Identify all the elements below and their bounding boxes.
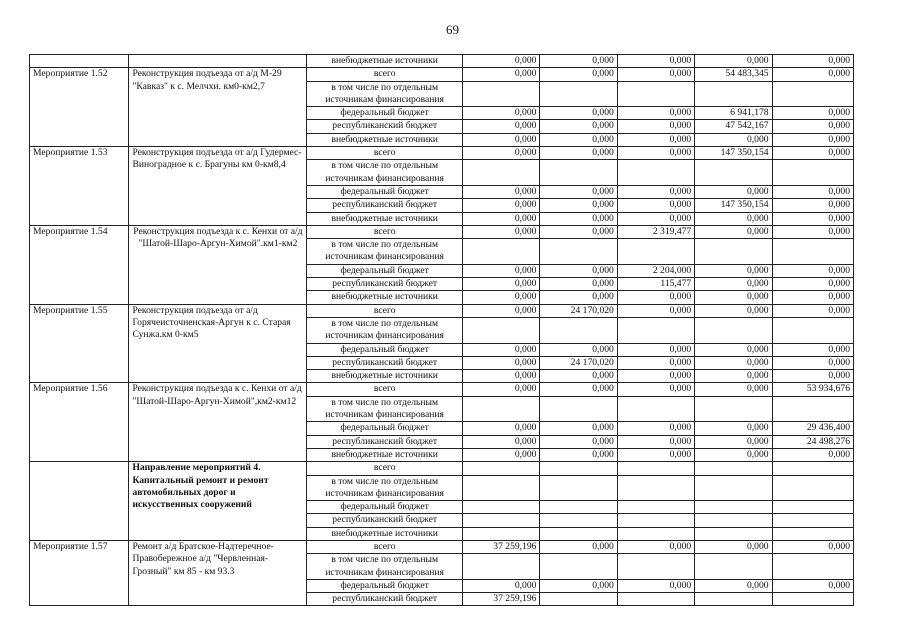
value-cell-year-4: 6 941,178 <box>695 107 772 120</box>
value-cell-year-2: 0,000 <box>540 540 617 553</box>
measure-id-cell: Мероприятие 1.53 <box>30 147 129 226</box>
value-cell-year-4: 0,000 <box>695 185 772 198</box>
value-cell-year-3 <box>617 239 694 265</box>
value-cell-year-4 <box>695 554 772 580</box>
value-cell-year-2: 0,000 <box>540 199 617 212</box>
value-cell-year-5 <box>772 396 853 422</box>
funding-source-cell: внебюджетные источники <box>307 370 463 383</box>
table-row <box>30 304 854 317</box>
funding-source-cell: в том числе по отдельным источникам финансирования <box>307 554 463 580</box>
value-cell-year-2 <box>540 317 617 343</box>
value-cell-year-5 <box>772 160 853 186</box>
table-row <box>30 462 854 475</box>
value-cell-year-4: 0,000 <box>695 383 772 396</box>
value-cell-year-4 <box>695 81 772 107</box>
table-row <box>30 55 854 68</box>
funding-source-cell: федеральный бюджет <box>307 264 463 277</box>
funding-source-cell: в том числе по отдельным источникам финансирования <box>307 396 463 422</box>
value-cell-year-1: 0,000 <box>463 356 540 369</box>
value-cell-year-4 <box>695 396 772 422</box>
measure-id-cell: Мероприятие 1.52 <box>30 68 129 147</box>
value-cell-year-2: 0,000 <box>540 579 617 592</box>
value-cell-year-1 <box>463 514 540 527</box>
value-cell-year-1: 37 259,196 <box>463 540 540 553</box>
value-cell-year-2: 0,000 <box>540 225 617 238</box>
value-cell-year-1: 0,000 <box>463 68 540 81</box>
value-cell-year-2 <box>540 475 617 501</box>
value-cell-year-2 <box>540 501 617 514</box>
value-cell-year-5: 53 934,676 <box>772 383 853 396</box>
funding-source-cell: федеральный бюджет <box>307 501 463 514</box>
value-cell-year-5 <box>772 554 853 580</box>
value-cell-year-2: 0,000 <box>540 68 617 81</box>
value-cell-year-3: 0,000 <box>617 133 694 146</box>
value-cell-year-1 <box>463 527 540 540</box>
funding-source-cell: в том числе по отдельным источникам финансирования <box>307 81 463 107</box>
value-cell-year-2: 0,000 <box>540 383 617 396</box>
measure-id-cell: Мероприятие 1.56 <box>30 383 129 462</box>
measure-name-cell: Реконструкция подъезда от а/д М-29 "Кавказ" к с. Мелчхи. км0-км2,7 <box>129 68 307 147</box>
value-cell-year-2: 0,000 <box>540 278 617 291</box>
value-cell-year-4 <box>695 475 772 501</box>
value-cell-year-5: 0,000 <box>772 291 853 304</box>
value-cell-year-4: 0,000 <box>695 278 772 291</box>
funding-table-body <box>30 55 854 606</box>
value-cell-year-2: 0,000 <box>540 448 617 461</box>
value-cell-year-1: 0,000 <box>463 55 540 68</box>
value-cell-year-3: 0,000 <box>617 383 694 396</box>
funding-source-cell: внебюджетные источники <box>307 55 463 68</box>
value-cell-year-5 <box>772 239 853 265</box>
value-cell-year-4: 0,000 <box>695 579 772 592</box>
funding-source-cell: федеральный бюджет <box>307 579 463 592</box>
value-cell-year-4: 0,000 <box>695 304 772 317</box>
value-cell-year-2: 0,000 <box>540 435 617 448</box>
value-cell-year-2 <box>540 239 617 265</box>
value-cell-year-3: 115,477 <box>617 278 694 291</box>
value-cell-year-4 <box>695 527 772 540</box>
value-cell-year-4: 0,000 <box>695 370 772 383</box>
value-cell-year-4: 47 542,167 <box>695 120 772 133</box>
measure-name-cell: Реконструкция подъезда от а/д Горячеисточненская-Аргун к с. Старая Сунжа.км 0-км5 <box>129 304 307 383</box>
value-cell-year-1: 0,000 <box>463 343 540 356</box>
measure-id-cell <box>30 55 129 68</box>
funding-source-cell: всего <box>307 147 463 160</box>
value-cell-year-3 <box>617 554 694 580</box>
value-cell-year-2 <box>540 554 617 580</box>
funding-source-cell: внебюджетные источники <box>307 212 463 225</box>
value-cell-year-4: 0,000 <box>695 343 772 356</box>
measure-name-cell: Реконструкция подъезда от а/д Гудермес-Виноградное к с. Брагуны км 0-км8,4 <box>129 147 307 226</box>
value-cell-year-5 <box>772 593 853 606</box>
value-cell-year-5 <box>772 475 853 501</box>
value-cell-year-1: 0,000 <box>463 225 540 238</box>
funding-source-cell: всего <box>307 304 463 317</box>
value-cell-year-1: 0,000 <box>463 383 540 396</box>
funding-source-cell: республиканский бюджет <box>307 356 463 369</box>
value-cell-year-4: 147 350,154 <box>695 147 772 160</box>
value-cell-year-3 <box>617 462 694 475</box>
value-cell-year-3 <box>617 396 694 422</box>
funding-source-cell: всего <box>307 68 463 81</box>
value-cell-year-1: 37 259,196 <box>463 593 540 606</box>
value-cell-year-1: 0,000 <box>463 448 540 461</box>
value-cell-year-3 <box>617 475 694 501</box>
value-cell-year-3: 0,000 <box>617 68 694 81</box>
value-cell-year-5: 29 436,400 <box>772 422 853 435</box>
value-cell-year-2: 0,000 <box>540 185 617 198</box>
funding-source-cell: в том числе по отдельным источникам финансирования <box>307 317 463 343</box>
value-cell-year-2: 24 170,020 <box>540 356 617 369</box>
value-cell-year-5: 0,000 <box>772 68 853 81</box>
funding-source-cell: федеральный бюджет <box>307 343 463 356</box>
value-cell-year-3 <box>617 501 694 514</box>
value-cell-year-4 <box>695 593 772 606</box>
value-cell-year-1 <box>463 239 540 265</box>
value-cell-year-4: 0,000 <box>695 540 772 553</box>
value-cell-year-1: 0,000 <box>463 370 540 383</box>
measure-id-cell: Мероприятие 1.57 <box>30 540 129 605</box>
value-cell-year-2: 0,000 <box>540 264 617 277</box>
value-cell-year-3 <box>617 81 694 107</box>
value-cell-year-3 <box>617 514 694 527</box>
measure-id-cell: Мероприятие 1.55 <box>30 304 129 383</box>
value-cell-year-1: 0,000 <box>463 435 540 448</box>
value-cell-year-5: 0,000 <box>772 185 853 198</box>
measure-name-cell: Реконструкция подъезда к с. Кенхи от а/д "Шатой-Шаро-Аргун-Химой".км1-км2 <box>129 225 307 304</box>
funding-source-cell: всего <box>307 225 463 238</box>
value-cell-year-3 <box>617 317 694 343</box>
value-cell-year-1 <box>463 396 540 422</box>
value-cell-year-5: 0,000 <box>772 225 853 238</box>
table-row <box>30 383 854 396</box>
value-cell-year-4: 0,000 <box>695 291 772 304</box>
measure-name-cell: Направление мероприятий 4. Капитальный ремонт и ремонт автомобильных дорог и искусственных сооружений <box>129 462 307 541</box>
funding-source-cell: федеральный бюджет <box>307 107 463 120</box>
value-cell-year-4: 0,000 <box>695 133 772 146</box>
measure-id-cell: Мероприятие 1.54 <box>30 225 129 304</box>
value-cell-year-3 <box>617 527 694 540</box>
funding-source-cell: в том числе по отдельным источникам финансирования <box>307 160 463 186</box>
value-cell-year-1: 0,000 <box>463 199 540 212</box>
value-cell-year-5: 0,000 <box>772 55 853 68</box>
value-cell-year-2 <box>540 514 617 527</box>
measure-name-cell: Реконструкция подъезда к с. Кенхи от а/д "Шатой-Шаро-Аргун-Химой",км2-км12 <box>129 383 307 462</box>
value-cell-year-2: 0,000 <box>540 147 617 160</box>
value-cell-year-5 <box>772 81 853 107</box>
page-number: 69 <box>446 22 459 37</box>
value-cell-year-1: 0,000 <box>463 264 540 277</box>
value-cell-year-1 <box>463 160 540 186</box>
value-cell-year-5: 0,000 <box>772 147 853 160</box>
funding-source-cell: республиканский бюджет <box>307 199 463 212</box>
value-cell-year-5 <box>772 527 853 540</box>
value-cell-year-4: 147 350,154 <box>695 199 772 212</box>
value-cell-year-5: 0,000 <box>772 107 853 120</box>
value-cell-year-2: 0,000 <box>540 120 617 133</box>
value-cell-year-1 <box>463 317 540 343</box>
value-cell-year-3: 0,000 <box>617 120 694 133</box>
value-cell-year-2 <box>540 462 617 475</box>
value-cell-year-5 <box>772 514 853 527</box>
value-cell-year-4: 0,000 <box>695 55 772 68</box>
value-cell-year-5: 0,000 <box>772 448 853 461</box>
value-cell-year-5: 0,000 <box>772 264 853 277</box>
value-cell-year-3 <box>617 160 694 186</box>
value-cell-year-1: 0,000 <box>463 107 540 120</box>
funding-source-cell: всего <box>307 383 463 396</box>
value-cell-year-3: 0,000 <box>617 185 694 198</box>
value-cell-year-3: 0,000 <box>617 540 694 553</box>
value-cell-year-2: 24 170,020 <box>540 304 617 317</box>
table-row <box>30 68 854 81</box>
funding-source-cell: республиканский бюджет <box>307 514 463 527</box>
value-cell-year-4: 0,000 <box>695 225 772 238</box>
measure-id-cell <box>30 462 129 541</box>
value-cell-year-2: 0,000 <box>540 422 617 435</box>
value-cell-year-5: 0,000 <box>772 199 853 212</box>
value-cell-year-4: 0,000 <box>695 264 772 277</box>
value-cell-year-3: 2 204,000 <box>617 264 694 277</box>
funding-source-cell: в том числе по отдельным источникам финансирования <box>307 239 463 265</box>
value-cell-year-1: 0,000 <box>463 278 540 291</box>
value-cell-year-3: 0,000 <box>617 199 694 212</box>
value-cell-year-4: 0,000 <box>695 356 772 369</box>
funding-source-cell: всего <box>307 462 463 475</box>
value-cell-year-2 <box>540 81 617 107</box>
value-cell-year-1: 0,000 <box>463 304 540 317</box>
funding-source-cell: республиканский бюджет <box>307 593 463 606</box>
value-cell-year-3: 0,000 <box>617 422 694 435</box>
value-cell-year-1 <box>463 475 540 501</box>
value-cell-year-5 <box>772 462 853 475</box>
table-row <box>30 147 854 160</box>
value-cell-year-5 <box>772 317 853 343</box>
value-cell-year-1 <box>463 554 540 580</box>
value-cell-year-3 <box>617 593 694 606</box>
value-cell-year-2 <box>540 527 617 540</box>
value-cell-year-3: 0,000 <box>617 435 694 448</box>
value-cell-year-3: 2 319,477 <box>617 225 694 238</box>
value-cell-year-5: 0,000 <box>772 579 853 592</box>
value-cell-year-1: 0,000 <box>463 212 540 225</box>
value-cell-year-4 <box>695 160 772 186</box>
funding-source-cell: федеральный бюджет <box>307 422 463 435</box>
value-cell-year-3: 0,000 <box>617 343 694 356</box>
value-cell-year-2: 0,000 <box>540 133 617 146</box>
table-row <box>30 540 854 553</box>
value-cell-year-5: 0,000 <box>772 120 853 133</box>
value-cell-year-1 <box>463 501 540 514</box>
funding-table <box>29 54 854 606</box>
value-cell-year-1: 0,000 <box>463 579 540 592</box>
value-cell-year-4: 54 483,345 <box>695 68 772 81</box>
value-cell-year-2 <box>540 396 617 422</box>
value-cell-year-5: 24 498,276 <box>772 435 853 448</box>
value-cell-year-1 <box>463 462 540 475</box>
value-cell-year-4 <box>695 239 772 265</box>
value-cell-year-4: 0,000 <box>695 448 772 461</box>
value-cell-year-2: 0,000 <box>540 55 617 68</box>
value-cell-year-3: 0,000 <box>617 291 694 304</box>
funding-source-cell: в том числе по отдельным источникам финансирования <box>307 475 463 501</box>
value-cell-year-5 <box>772 501 853 514</box>
value-cell-year-1: 0,000 <box>463 147 540 160</box>
value-cell-year-1: 0,000 <box>463 133 540 146</box>
value-cell-year-4 <box>695 501 772 514</box>
measure-name-cell: Ремонт а/д Братское-Надтеречное-Правобережное а/д "Червленная-Грозный" км 85 - км 93.3 <box>129 540 307 605</box>
value-cell-year-3: 0,000 <box>617 304 694 317</box>
value-cell-year-4: 0,000 <box>695 212 772 225</box>
measure-name-cell <box>129 55 307 68</box>
value-cell-year-2: 0,000 <box>540 291 617 304</box>
table-row <box>30 225 854 238</box>
value-cell-year-5: 0,000 <box>772 540 853 553</box>
funding-source-cell: федеральный бюджет <box>307 185 463 198</box>
value-cell-year-5: 0,000 <box>772 343 853 356</box>
value-cell-year-1: 0,000 <box>463 291 540 304</box>
value-cell-year-5: 0,000 <box>772 304 853 317</box>
value-cell-year-4 <box>695 514 772 527</box>
value-cell-year-3: 0,000 <box>617 448 694 461</box>
value-cell-year-3: 0,000 <box>617 55 694 68</box>
value-cell-year-4: 0,000 <box>695 435 772 448</box>
value-cell-year-3: 0,000 <box>617 370 694 383</box>
value-cell-year-2 <box>540 160 617 186</box>
value-cell-year-2: 0,000 <box>540 107 617 120</box>
value-cell-year-2: 0,000 <box>540 212 617 225</box>
funding-source-cell: внебюджетные источники <box>307 291 463 304</box>
funding-source-cell: республиканский бюджет <box>307 435 463 448</box>
value-cell-year-5: 0,000 <box>772 278 853 291</box>
funding-source-cell: внебюджетные источники <box>307 527 463 540</box>
value-cell-year-2: 0,000 <box>540 370 617 383</box>
value-cell-year-2 <box>540 593 617 606</box>
value-cell-year-2: 0,000 <box>540 343 617 356</box>
funding-source-cell: внебюджетные источники <box>307 448 463 461</box>
value-cell-year-3: 0,000 <box>617 212 694 225</box>
value-cell-year-5: 0,000 <box>772 370 853 383</box>
value-cell-year-1: 0,000 <box>463 120 540 133</box>
funding-source-cell: республиканский бюджет <box>307 278 463 291</box>
value-cell-year-3: 0,000 <box>617 107 694 120</box>
value-cell-year-5: 0,000 <box>772 212 853 225</box>
value-cell-year-1: 0,000 <box>463 422 540 435</box>
value-cell-year-3: 0,000 <box>617 579 694 592</box>
value-cell-year-3: 0,000 <box>617 356 694 369</box>
value-cell-year-4: 0,000 <box>695 422 772 435</box>
value-cell-year-1 <box>463 81 540 107</box>
value-cell-year-4 <box>695 317 772 343</box>
value-cell-year-5: 0,000 <box>772 133 853 146</box>
value-cell-year-4 <box>695 462 772 475</box>
funding-source-cell: республиканский бюджет <box>307 120 463 133</box>
funding-source-cell: всего <box>307 540 463 553</box>
value-cell-year-1: 0,000 <box>463 185 540 198</box>
funding-source-cell: внебюджетные источники <box>307 133 463 146</box>
value-cell-year-5: 0,000 <box>772 356 853 369</box>
value-cell-year-3: 0,000 <box>617 147 694 160</box>
